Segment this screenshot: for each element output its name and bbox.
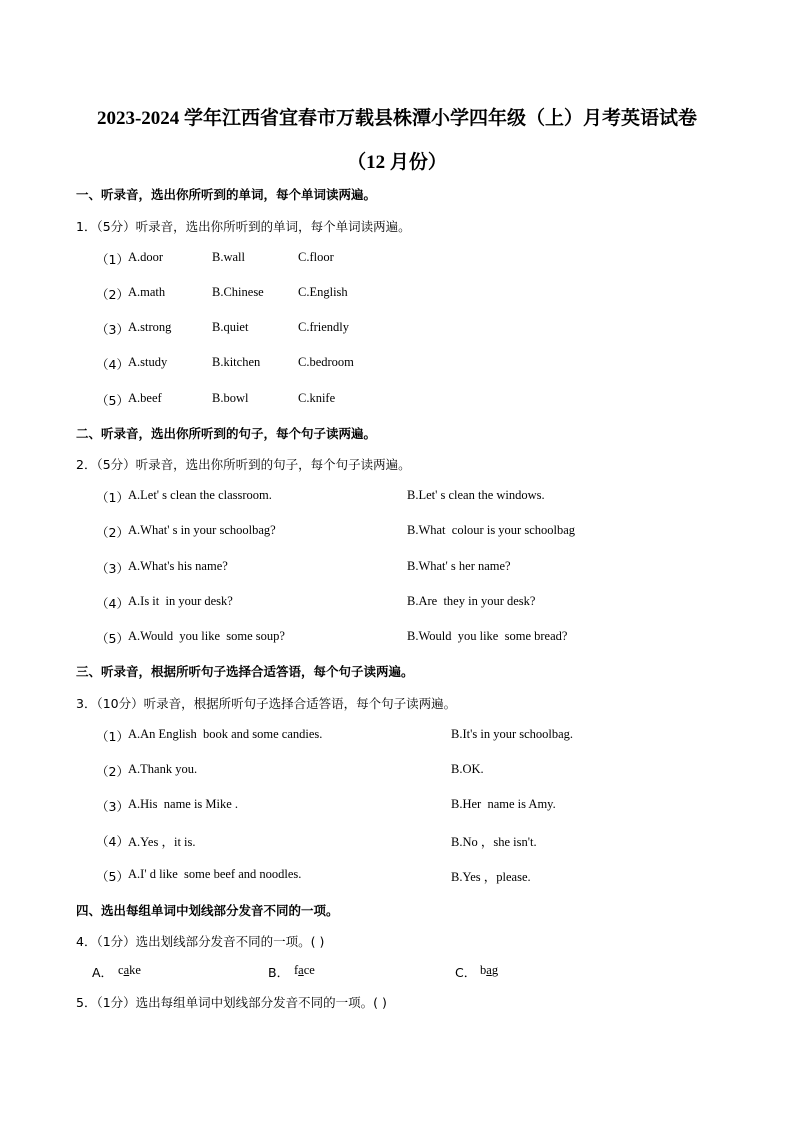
q4-option-a-label: A． <box>92 965 114 980</box>
q1-row-4-option-c: C.bedroom <box>298 355 354 369</box>
q3-row-4-option-b: B.No ，she isn't. <box>451 835 537 849</box>
q1-row-2-option-c: C.English <box>298 285 348 299</box>
q2-row-5-number: （5） <box>96 631 129 646</box>
q4-option-a-underlined: a <box>123 963 130 977</box>
q2-row-3-option-b: B.What' s her name? <box>407 559 511 573</box>
q2-row-1-number: （1） <box>96 490 129 505</box>
q1-row-4-option-a: A.study <box>128 355 168 369</box>
q1-row-5-option-a: A.beef <box>128 391 162 405</box>
q1-row-3-number: （3） <box>96 322 129 337</box>
q1-row-2-option-a: A.math <box>128 285 166 299</box>
page-subtitle: （12 月份） <box>347 152 447 173</box>
q1-row-4-number: （4） <box>96 357 129 372</box>
question-5-stem: 5．（1分）选出每组单词中划线部分发音不同的一项。( ) <box>76 995 387 1010</box>
q2-row-1-option-a: A.Let' s clean the classroom. <box>128 488 272 502</box>
q3-row-5-option-b: B.Yes ，please. <box>451 870 531 884</box>
q2-row-4-number: （4） <box>96 596 129 611</box>
q1-row-5-option-c: C.knife <box>298 391 336 405</box>
q1-row-1-option-a: A.door <box>128 250 164 264</box>
q2-row-2-number: （2） <box>96 525 129 540</box>
q2-row-5-option-b: B.Would you like some bread? <box>407 629 568 643</box>
q3-row-3-option-a: A.His name is Mike . <box>128 797 239 811</box>
q1-row-3-option-b: B.quiet <box>212 320 249 334</box>
section-heading-2: 二、听录音，选出你所听到的句子，每个句子读两遍。 <box>76 426 377 441</box>
q4-option-b-label: B． <box>268 965 290 980</box>
q1-row-2-number: （2） <box>96 287 129 302</box>
q1-row-3-option-c: C.friendly <box>298 320 350 334</box>
q2-row-2-option-b: B.What colour is your schoolbag <box>407 523 576 537</box>
q1-row-2-option-b: B.Chinese <box>212 285 264 299</box>
question-4-stem: 4．（1分）选出划线部分发音不同的一项。( ) <box>76 934 325 949</box>
q1-row-1-option-c: C.floor <box>298 250 334 264</box>
q3-row-3-number: （3） <box>96 799 129 814</box>
q3-row-1-option-a: A.An English book and some candies. <box>128 727 323 741</box>
q1-row-3-option-a: A.strong <box>128 320 172 334</box>
q2-row-4-option-b: B.Are they in your desk? <box>407 594 536 608</box>
q3-row-5-option-a: A.I' d like some beef and noodles. <box>128 867 302 881</box>
question-2-stem: 2．（5分）听录音，选出你所听到的句子，每个句子读两遍。 <box>76 457 411 472</box>
q2-row-4-option-a: A.Is it in your desk? <box>128 594 233 608</box>
section-heading-1: 一、听录音，选出你所听到的单词，每个单词读两遍。 <box>76 187 377 202</box>
q1-row-5-option-b: B.bowl <box>212 391 249 405</box>
q3-row-2-option-b: B.OK. <box>451 762 484 776</box>
question-3-stem: 3．（10分）听录音，根据所听句子选择合适答语，每个句子读两遍。 <box>76 696 457 711</box>
q4-option-c-underlined: a <box>486 963 492 977</box>
q3-row-4-option-a: A.Yes ，it is. <box>128 835 196 849</box>
q3-row-4-number: （4） <box>96 834 129 849</box>
q2-row-3-number: （3） <box>96 561 129 576</box>
page-title: 2023-2024 学年江西省宜春市万载县株潭小学四年级（上）月考英语试卷 <box>96 108 698 129</box>
question-1-stem: 1．（5分）听录音，选出你所听到的单词，每个单词读两遍。 <box>76 219 411 234</box>
q1-row-5-number: （5） <box>96 393 129 408</box>
q3-row-1-option-b: B.It's in your schoolbag. <box>451 727 574 741</box>
q3-row-1-number: （1） <box>96 729 129 744</box>
section-heading-4: 四、选出每组单词中划线部分发音不同的一项。 <box>76 903 339 918</box>
q4-option-c-word: bag <box>480 963 499 977</box>
q3-row-2-option-a: A.Thank you. <box>128 762 198 776</box>
q2-row-1-option-b: B.Let' s clean the windows. <box>407 488 545 502</box>
q1-row-1-number: （1） <box>96 252 129 267</box>
q4-option-b-underlined: a <box>298 963 304 977</box>
section-heading-3: 三、听录音，根据所听句子选择合适答语，每个句子读两遍。 <box>76 664 414 679</box>
q4-option-c-label: C． <box>455 965 477 980</box>
q1-row-1-option-b: B.wall <box>212 250 245 264</box>
q2-row-5-option-a: A.Would you like some soup? <box>128 629 285 643</box>
q4-option-a-word: cake <box>118 963 141 977</box>
q2-row-2-option-a: A.What' s in your schoolbag? <box>128 523 276 537</box>
q4-option-b-word: face <box>294 963 315 977</box>
q3-row-5-number: （5） <box>96 869 129 884</box>
q1-row-4-option-b: B.kitchen <box>212 355 261 369</box>
q2-row-3-option-a: A.What's his name? <box>128 559 228 573</box>
q3-row-2-number: （2） <box>96 764 129 779</box>
q3-row-3-option-b: B.Her name is Amy. <box>451 797 556 811</box>
